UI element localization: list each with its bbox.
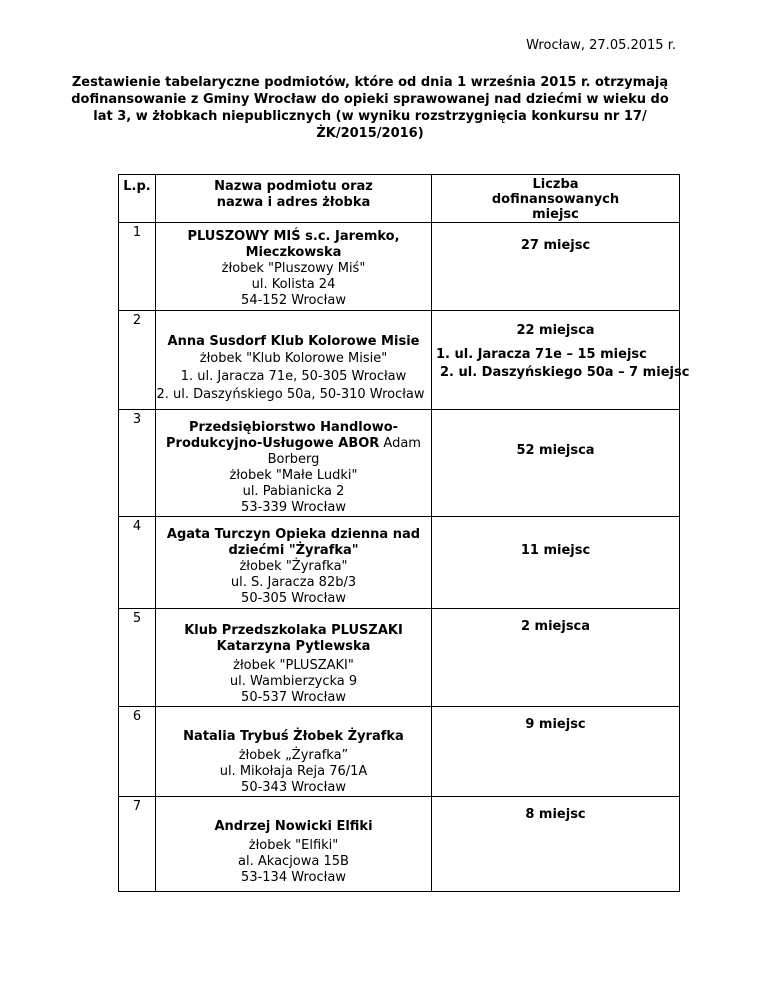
nursery-city: 53-134 Wrocław bbox=[241, 870, 346, 885]
entity-name-rest: Adam bbox=[379, 436, 421, 451]
header-name-line2: nazwa i adres żłobka bbox=[216, 195, 371, 210]
entity-name-bold: Produkcyjno-Usługowe ABOR bbox=[166, 436, 380, 451]
nursery-name: żłobek "PLUSZAKI" bbox=[233, 658, 354, 673]
row-number: 4 bbox=[119, 517, 156, 609]
entity-cell bbox=[156, 609, 432, 707]
table-row bbox=[119, 609, 680, 707]
nursery-street: ul. Wambierzycka 9 bbox=[229, 674, 358, 689]
nursery-street: ul. Mikołaja Reja 76/1A bbox=[219, 764, 368, 779]
entity-name-line1: Anna Susdorf Klub Kolorowe Misie bbox=[167, 334, 420, 349]
entity-cell bbox=[156, 797, 432, 892]
row-number: 7 bbox=[119, 797, 156, 892]
places-count: 9 miejsc bbox=[525, 717, 586, 732]
nursery-name: żłobek „Żyrafka” bbox=[238, 748, 349, 763]
row-number: 6 bbox=[119, 707, 156, 797]
table-row bbox=[119, 797, 680, 892]
places-count: 2 miejsca bbox=[520, 619, 591, 634]
document-title: Zestawienie tabelaryczne podmiotów, które od dnia 1 września 2015 r. otrzymają dofinansowanie z Gminy Wrocław do opieki sprawowanej nad dziećmi w wieku do lat 3, w żłobkach niepublicznych (w wyniku rozstrzygnięcia konkursu nr 17/ŻK/2015/2016) bbox=[71, 75, 669, 141]
nursery-name: żłobek "Klub Kolorowe Misie" bbox=[199, 351, 388, 366]
row-number: 2 bbox=[119, 311, 156, 410]
table-row bbox=[119, 223, 680, 311]
header-name-line1: Nazwa podmiotu oraz bbox=[214, 179, 373, 194]
entity-name-line1: Andrzej Nowicki Elfiki bbox=[214, 819, 373, 834]
nursery-city: 50-537 Wrocław bbox=[241, 690, 346, 705]
nursery-city: 50-305 Wrocław bbox=[241, 591, 346, 606]
places-count: 22 miejsca bbox=[516, 323, 595, 338]
entity-name-line2 bbox=[156, 436, 431, 452]
entity-name-line1: Klub Przedszkolaka PLUSZAKI bbox=[184, 623, 403, 638]
table-row bbox=[119, 707, 680, 797]
header-count-line1: Liczba bbox=[532, 177, 579, 192]
places-breakdown-2: 2. ul. Daszyńskiego 50a – 7 miejsc bbox=[440, 365, 690, 380]
row-number: 5 bbox=[119, 609, 156, 707]
entity-cell bbox=[156, 517, 432, 609]
entity-name-line1: Agata Turczyn Opieka dzienna nad bbox=[166, 527, 421, 542]
nursery-city: 54-152 Wrocław bbox=[241, 293, 346, 308]
document-date: Wrocław, 27.05.2015 r. bbox=[526, 38, 676, 53]
nursery-street: ul. Pabianicka 2 bbox=[242, 484, 345, 499]
nursery-street: al. Akacjowa 15B bbox=[238, 854, 349, 869]
entity-name-line2: dziećmi "Żyrafka" bbox=[228, 543, 359, 558]
subsidy-table bbox=[118, 174, 680, 892]
table-row bbox=[119, 410, 680, 517]
header-count-line2: dofinansowanych bbox=[491, 192, 620, 207]
entity-cell bbox=[156, 410, 432, 517]
header-lp: L.p. bbox=[119, 175, 156, 223]
count-cell bbox=[432, 410, 680, 517]
nursery-city: 50-343 Wrocław bbox=[241, 780, 346, 795]
nursery-name: żłobek "Żyrafka" bbox=[239, 559, 348, 574]
entity-name-line1: Przedsiębiorstwo Handlowo- bbox=[188, 420, 399, 435]
table-row bbox=[119, 517, 680, 609]
nursery-street: ul. Kolista 24 bbox=[251, 277, 336, 292]
entity-name-line2: Katarzyna Pytlewska bbox=[216, 639, 371, 654]
places-breakdown-1: 1. ul. Jaracza 71e – 15 miejsc bbox=[436, 347, 647, 362]
row-number: 3 bbox=[119, 410, 156, 517]
entity-cell bbox=[156, 707, 432, 797]
nursery-street: ul. S. Jaracza 82b/3 bbox=[230, 575, 357, 590]
count-cell bbox=[432, 517, 680, 609]
header-count-line3: miejsc bbox=[532, 207, 579, 222]
entity-cell bbox=[156, 223, 432, 311]
entity-name-line3: Borberg bbox=[267, 452, 320, 467]
places-count: 52 miejsca bbox=[516, 443, 595, 458]
entity-cell bbox=[156, 311, 432, 410]
count-cell bbox=[432, 223, 680, 311]
nursery-city: 53-339 Wrocław bbox=[241, 500, 346, 515]
table-header-row bbox=[119, 175, 680, 223]
nursery-address-2: 2. ul. Daszyńskiego 50a, 50-310 Wrocław bbox=[156, 387, 425, 402]
places-count: 27 miejsc bbox=[520, 238, 591, 253]
nursery-name: żłobek "Elfiki" bbox=[248, 838, 339, 853]
row-number: 1 bbox=[119, 223, 156, 311]
entity-name-line2: Mieczkowska bbox=[245, 245, 342, 260]
entity-name-line1: PLUSZOWY MIŚ s.c. Jaremko, bbox=[187, 229, 400, 244]
nursery-name: żłobek "Małe Ludki" bbox=[229, 468, 358, 483]
count-cell bbox=[432, 609, 680, 707]
places-count: 11 miejsc bbox=[520, 543, 591, 558]
entity-name-line1: Natalia Trybuś Żłobek Żyrafka bbox=[183, 729, 404, 744]
count-cell bbox=[432, 707, 680, 797]
count-cell bbox=[432, 797, 680, 892]
nursery-address-1: 1. ul. Jaracza 71e, 50-305 Wrocław bbox=[180, 369, 407, 384]
header-count bbox=[432, 175, 680, 223]
header-name bbox=[156, 175, 432, 223]
nursery-name: żłobek "Pluszowy Miś" bbox=[221, 261, 366, 276]
places-count: 8 miejsc bbox=[525, 807, 586, 822]
